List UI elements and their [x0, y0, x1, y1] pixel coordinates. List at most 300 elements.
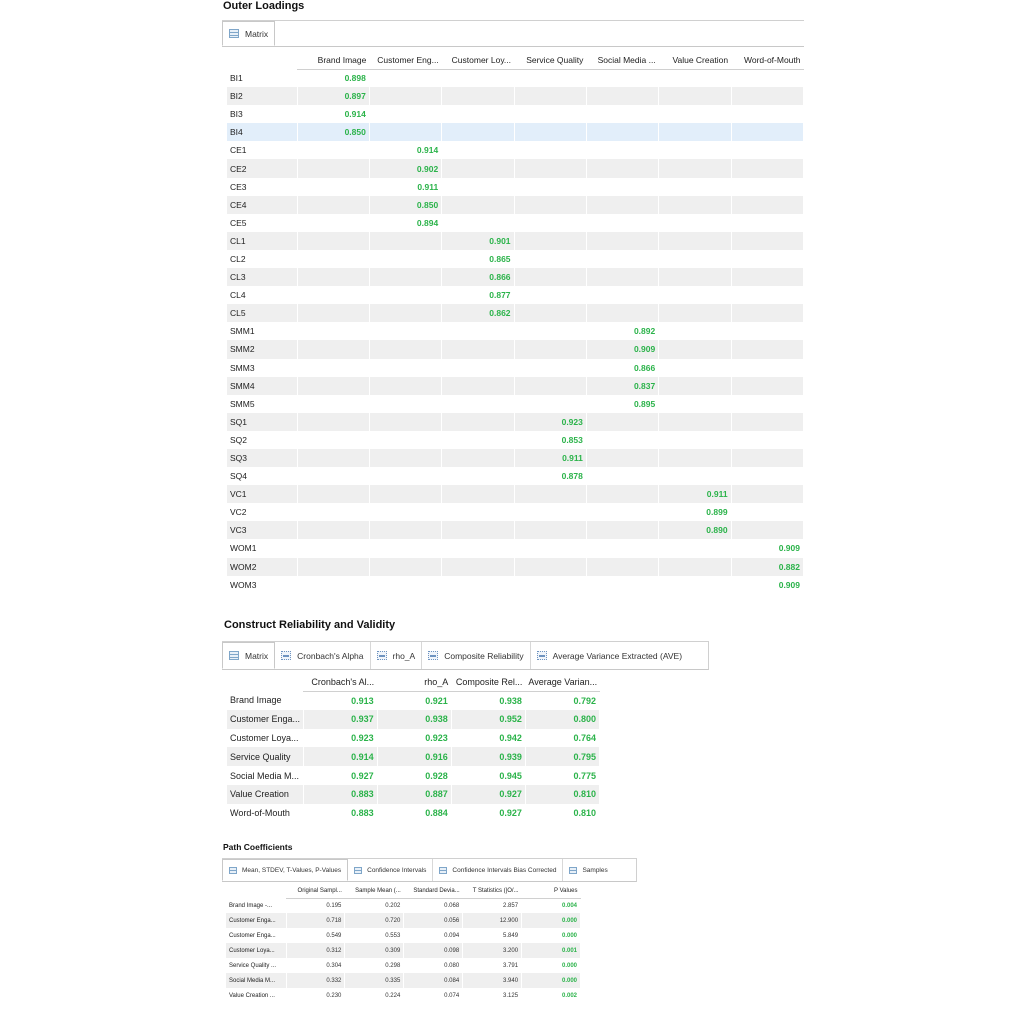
table-cell[interactable]	[659, 69, 731, 87]
table-cell[interactable]	[659, 250, 731, 268]
table-cell[interactable]	[442, 322, 514, 340]
table-cell[interactable]	[514, 87, 586, 105]
table-cell[interactable]: 0.914	[297, 105, 369, 123]
p-value-cell[interactable]: 0.004	[522, 898, 581, 913]
table-cell[interactable]: 0.898	[297, 69, 369, 87]
table-cell[interactable]	[514, 123, 586, 141]
table-cell[interactable]	[297, 377, 369, 395]
table-cell[interactable]	[297, 141, 369, 159]
table-cell[interactable]	[514, 503, 586, 521]
table-cell[interactable]	[586, 521, 658, 539]
table-cell[interactable]	[731, 250, 803, 268]
p-value-cell[interactable]: 0.000	[522, 913, 581, 928]
table-cell[interactable]: 0.720	[345, 913, 404, 928]
table-cell[interactable]	[731, 159, 803, 177]
table-cell[interactable]	[586, 576, 658, 594]
table-cell[interactable]	[586, 449, 658, 467]
table-row[interactable]	[227, 766, 600, 785]
column-header[interactable]: Sample Mean (...	[345, 884, 404, 898]
table-cell[interactable]	[297, 485, 369, 503]
table-cell[interactable]	[731, 196, 803, 214]
table-cell[interactable]	[442, 521, 514, 539]
table-row[interactable]	[227, 467, 804, 485]
table-cell[interactable]: 0.094	[404, 928, 463, 943]
table-cell[interactable]: 0.911	[369, 178, 441, 196]
table-cell[interactable]	[442, 576, 514, 594]
table-cell[interactable]	[586, 178, 658, 196]
table-row[interactable]	[227, 785, 600, 804]
table-cell[interactable]	[731, 340, 803, 358]
table-cell[interactable]: 3.125	[463, 988, 522, 1003]
table-cell[interactable]: 0.800	[525, 710, 599, 729]
table-cell[interactable]	[586, 431, 658, 449]
table-row[interactable]	[227, 503, 804, 521]
table-cell[interactable]: 0.056	[404, 913, 463, 928]
table-row[interactable]	[227, 268, 804, 286]
table-cell[interactable]	[297, 322, 369, 340]
table-row[interactable]	[227, 123, 804, 141]
table-cell[interactable]	[514, 286, 586, 304]
table-row[interactable]	[227, 105, 804, 123]
table-cell[interactable]	[297, 340, 369, 358]
table-cell[interactable]: 0.098	[404, 943, 463, 958]
table-row[interactable]	[227, 69, 804, 87]
table-cell[interactable]	[731, 123, 803, 141]
table-cell[interactable]	[369, 322, 441, 340]
table-cell[interactable]	[586, 105, 658, 123]
table-cell[interactable]: 0.909	[731, 576, 803, 594]
table-cell[interactable]	[586, 304, 658, 322]
table-cell[interactable]	[731, 141, 803, 159]
table-cell[interactable]: 0.810	[525, 804, 599, 823]
table-cell[interactable]: 0.923	[303, 729, 377, 748]
table-cell[interactable]	[297, 558, 369, 576]
table-cell[interactable]: 12.900	[463, 913, 522, 928]
table-cell[interactable]	[297, 268, 369, 286]
table-cell[interactable]	[514, 214, 586, 232]
column-header[interactable]: Word-of-Mouth	[731, 51, 803, 69]
table-cell[interactable]	[442, 359, 514, 377]
tab-ave[interactable]	[531, 642, 688, 669]
table-cell[interactable]	[369, 69, 441, 87]
table-cell[interactable]: 0.764	[525, 729, 599, 748]
table-row[interactable]	[227, 322, 804, 340]
table-cell[interactable]: 0.195	[286, 898, 345, 913]
table-cell[interactable]	[586, 558, 658, 576]
table-cell[interactable]	[442, 449, 514, 467]
table-cell[interactable]	[297, 178, 369, 196]
table-row[interactable]	[226, 943, 581, 958]
p-value-cell[interactable]: 0.000	[522, 958, 581, 973]
table-cell[interactable]	[659, 214, 731, 232]
column-header[interactable]: Customer Loy...	[442, 51, 514, 69]
table-cell[interactable]: 0.937	[303, 710, 377, 729]
table-cell[interactable]	[659, 141, 731, 159]
table-cell[interactable]: 0.902	[369, 159, 441, 177]
table-cell[interactable]	[514, 485, 586, 503]
table-cell[interactable]	[369, 304, 441, 322]
table-cell[interactable]	[442, 377, 514, 395]
table-row[interactable]	[227, 377, 804, 395]
table-cell[interactable]	[731, 286, 803, 304]
table-cell[interactable]	[369, 539, 441, 557]
table-cell[interactable]: 0.939	[451, 747, 525, 766]
column-header[interactable]: Average Varian...	[525, 673, 599, 691]
tab-rho-a[interactable]	[371, 642, 423, 669]
table-cell[interactable]	[514, 539, 586, 557]
table-cell[interactable]	[442, 485, 514, 503]
table-cell[interactable]	[369, 286, 441, 304]
table-row[interactable]	[227, 449, 804, 467]
table-cell[interactable]	[659, 449, 731, 467]
table-cell[interactable]	[442, 178, 514, 196]
table-row[interactable]	[227, 359, 804, 377]
table-cell[interactable]	[442, 105, 514, 123]
table-row[interactable]	[227, 87, 804, 105]
table-cell[interactable]	[442, 196, 514, 214]
table-cell[interactable]: 2.857	[463, 898, 522, 913]
table-cell[interactable]: 0.230	[286, 988, 345, 1003]
tab-composite-reliability[interactable]	[422, 642, 530, 669]
table-cell[interactable]: 0.853	[514, 431, 586, 449]
table-row[interactable]	[227, 729, 600, 748]
table-cell[interactable]	[514, 196, 586, 214]
table-cell[interactable]	[442, 87, 514, 105]
table-cell[interactable]	[586, 250, 658, 268]
table-cell[interactable]	[731, 377, 803, 395]
table-cell[interactable]: 0.927	[303, 766, 377, 785]
table-cell[interactable]: 0.916	[377, 747, 451, 766]
tab-cronbachs-alpha[interactable]	[275, 642, 370, 669]
table-cell[interactable]	[514, 395, 586, 413]
table-cell[interactable]	[586, 123, 658, 141]
table-cell[interactable]	[442, 431, 514, 449]
table-cell[interactable]: 0.298	[345, 958, 404, 973]
table-cell[interactable]: 0.945	[451, 766, 525, 785]
table-cell[interactable]	[659, 558, 731, 576]
table-cell[interactable]	[731, 467, 803, 485]
tab-matrix[interactable]	[222, 642, 275, 669]
table-cell[interactable]	[297, 304, 369, 322]
table-cell[interactable]	[731, 449, 803, 467]
table-row[interactable]	[226, 973, 581, 988]
table-row[interactable]	[226, 928, 581, 943]
table-cell[interactable]	[659, 105, 731, 123]
table-row[interactable]	[226, 913, 581, 928]
table-cell[interactable]	[659, 178, 731, 196]
column-header[interactable]: Cronbach's Al...	[303, 673, 377, 691]
table-cell[interactable]	[659, 395, 731, 413]
table-cell[interactable]	[297, 503, 369, 521]
table-cell[interactable]	[586, 159, 658, 177]
table-cell[interactable]	[442, 159, 514, 177]
table-row[interactable]	[226, 958, 581, 973]
table-cell[interactable]	[442, 539, 514, 557]
table-cell[interactable]: 0.837	[586, 377, 658, 395]
table-cell[interactable]	[586, 69, 658, 87]
table-row[interactable]	[227, 804, 600, 823]
column-header[interactable]: Standard Devia...	[404, 884, 463, 898]
table-cell[interactable]	[659, 340, 731, 358]
table-cell[interactable]	[369, 467, 441, 485]
table-cell[interactable]	[514, 232, 586, 250]
table-cell[interactable]: 0.890	[659, 521, 731, 539]
table-row[interactable]	[227, 431, 804, 449]
column-header[interactable]: rho_A	[377, 673, 451, 691]
table-cell[interactable]	[731, 232, 803, 250]
table-cell[interactable]: 0.335	[345, 973, 404, 988]
tab-confidence-intervals[interactable]	[348, 859, 433, 881]
table-row[interactable]	[227, 710, 600, 729]
table-cell[interactable]	[731, 178, 803, 196]
table-cell[interactable]: 0.866	[442, 268, 514, 286]
table-cell[interactable]	[659, 87, 731, 105]
table-cell[interactable]: 0.877	[442, 286, 514, 304]
table-cell[interactable]: 0.911	[514, 449, 586, 467]
tab-samples[interactable]	[563, 859, 613, 881]
table-cell[interactable]	[297, 539, 369, 557]
table-cell[interactable]	[586, 539, 658, 557]
table-cell[interactable]: 0.850	[297, 123, 369, 141]
table-cell[interactable]	[659, 304, 731, 322]
tab-confidence-intervals-bias-corrected[interactable]	[433, 859, 563, 881]
table-cell[interactable]	[514, 159, 586, 177]
table-row[interactable]	[227, 159, 804, 177]
table-cell[interactable]	[369, 413, 441, 431]
p-value-cell[interactable]: 0.000	[522, 973, 581, 988]
table-cell[interactable]: 0.921	[377, 691, 451, 710]
table-cell[interactable]: 0.887	[377, 785, 451, 804]
table-cell[interactable]	[297, 159, 369, 177]
table-cell[interactable]: 0.878	[514, 467, 586, 485]
column-header[interactable]: Brand Image	[297, 51, 369, 69]
table-cell[interactable]	[297, 576, 369, 594]
table-cell[interactable]	[731, 214, 803, 232]
table-cell[interactable]	[297, 395, 369, 413]
table-cell[interactable]	[731, 304, 803, 322]
table-cell[interactable]	[369, 340, 441, 358]
table-cell[interactable]	[369, 87, 441, 105]
table-cell[interactable]	[586, 87, 658, 105]
table-cell[interactable]	[731, 395, 803, 413]
table-cell[interactable]	[659, 286, 731, 304]
table-row[interactable]	[227, 539, 804, 557]
table-cell[interactable]: 0.224	[345, 988, 404, 1003]
table-cell[interactable]: 0.938	[451, 691, 525, 710]
column-header[interactable]: P Values	[522, 884, 581, 898]
table-cell[interactable]	[442, 69, 514, 87]
table-cell[interactable]: 0.914	[303, 747, 377, 766]
table-cell[interactable]: 0.909	[586, 340, 658, 358]
table-row[interactable]	[227, 413, 804, 431]
table-cell[interactable]: 0.927	[451, 804, 525, 823]
table-cell[interactable]: 0.332	[286, 973, 345, 988]
table-cell[interactable]	[586, 503, 658, 521]
table-row[interactable]	[227, 232, 804, 250]
table-cell[interactable]: 0.938	[377, 710, 451, 729]
table-cell[interactable]: 0.884	[377, 804, 451, 823]
table-cell[interactable]	[731, 105, 803, 123]
table-cell[interactable]: 0.883	[303, 804, 377, 823]
column-header[interactable]: T Statistics (|O/...	[463, 884, 522, 898]
table-cell[interactable]	[514, 576, 586, 594]
p-value-cell[interactable]: 0.000	[522, 928, 581, 943]
table-cell[interactable]	[659, 123, 731, 141]
table-cell[interactable]	[731, 322, 803, 340]
table-cell[interactable]: 0.913	[303, 691, 377, 710]
table-cell[interactable]	[731, 69, 803, 87]
table-cell[interactable]: 0.862	[442, 304, 514, 322]
table-cell[interactable]: 0.865	[442, 250, 514, 268]
table-cell[interactable]	[731, 485, 803, 503]
table-cell[interactable]: 0.309	[345, 943, 404, 958]
table-cell[interactable]: 0.892	[586, 322, 658, 340]
table-cell[interactable]	[442, 123, 514, 141]
table-cell[interactable]	[514, 304, 586, 322]
table-cell[interactable]: 0.084	[404, 973, 463, 988]
table-cell[interactable]	[659, 159, 731, 177]
table-cell[interactable]	[442, 214, 514, 232]
table-cell[interactable]	[586, 286, 658, 304]
table-cell[interactable]	[514, 340, 586, 358]
table-cell[interactable]	[514, 268, 586, 286]
table-row[interactable]	[227, 576, 804, 594]
table-cell[interactable]: 3.200	[463, 943, 522, 958]
table-cell[interactable]	[442, 340, 514, 358]
table-cell[interactable]	[514, 359, 586, 377]
table-cell[interactable]	[731, 268, 803, 286]
table-cell[interactable]: 0.923	[377, 729, 451, 748]
table-cell[interactable]	[514, 105, 586, 123]
table-row[interactable]	[226, 898, 581, 913]
table-cell[interactable]: 0.718	[286, 913, 345, 928]
table-cell[interactable]: 0.312	[286, 943, 345, 958]
table-cell[interactable]: 3.940	[463, 973, 522, 988]
table-cell[interactable]	[297, 413, 369, 431]
table-cell[interactable]	[369, 395, 441, 413]
table-row[interactable]	[227, 691, 600, 710]
table-row[interactable]	[227, 485, 804, 503]
table-cell[interactable]: 0.952	[451, 710, 525, 729]
column-header[interactable]: Value Creation	[659, 51, 731, 69]
table-cell[interactable]	[442, 503, 514, 521]
p-value-cell[interactable]: 0.001	[522, 943, 581, 958]
table-cell[interactable]	[369, 123, 441, 141]
table-cell[interactable]	[369, 521, 441, 539]
table-row[interactable]	[227, 304, 804, 322]
table-cell[interactable]: 0.927	[451, 785, 525, 804]
table-cell[interactable]	[586, 196, 658, 214]
table-cell[interactable]: 0.068	[404, 898, 463, 913]
table-cell[interactable]	[514, 69, 586, 87]
table-cell[interactable]	[369, 359, 441, 377]
table-cell[interactable]	[659, 359, 731, 377]
table-cell[interactable]	[586, 268, 658, 286]
table-cell[interactable]	[731, 87, 803, 105]
table-cell[interactable]: 0.080	[404, 958, 463, 973]
column-header[interactable]: Social Media ...	[586, 51, 658, 69]
table-cell[interactable]: 0.882	[731, 558, 803, 576]
table-cell[interactable]	[369, 485, 441, 503]
table-cell[interactable]: 0.894	[369, 214, 441, 232]
table-cell[interactable]	[297, 521, 369, 539]
table-cell[interactable]	[586, 467, 658, 485]
table-row[interactable]	[227, 250, 804, 268]
table-cell[interactable]: 0.895	[586, 395, 658, 413]
table-cell[interactable]	[586, 214, 658, 232]
table-row[interactable]	[227, 747, 600, 766]
table-row[interactable]	[227, 178, 804, 196]
table-cell[interactable]: 0.923	[514, 413, 586, 431]
table-cell[interactable]	[442, 413, 514, 431]
table-cell[interactable]	[297, 467, 369, 485]
table-cell[interactable]: 0.074	[404, 988, 463, 1003]
table-row[interactable]	[227, 141, 804, 159]
column-header[interactable]: Customer Eng...	[369, 51, 441, 69]
table-row[interactable]	[227, 521, 804, 539]
table-cell[interactable]	[369, 431, 441, 449]
table-cell[interactable]	[369, 105, 441, 123]
table-cell[interactable]	[731, 413, 803, 431]
table-cell[interactable]: 3.791	[463, 958, 522, 973]
column-header[interactable]: Composite Rel...	[451, 673, 525, 691]
table-cell[interactable]: 0.942	[451, 729, 525, 748]
tab-mean-stdev[interactable]	[222, 859, 348, 881]
table-cell[interactable]	[659, 539, 731, 557]
table-cell[interactable]: 0.866	[586, 359, 658, 377]
table-cell[interactable]	[514, 178, 586, 196]
table-cell[interactable]	[369, 268, 441, 286]
table-row[interactable]	[227, 395, 804, 413]
table-cell[interactable]: 0.792	[525, 691, 599, 710]
table-cell[interactable]	[586, 232, 658, 250]
table-cell[interactable]	[297, 232, 369, 250]
table-cell[interactable]	[514, 250, 586, 268]
table-cell[interactable]	[659, 413, 731, 431]
table-cell[interactable]	[442, 558, 514, 576]
tab-matrix[interactable]	[222, 21, 275, 46]
table-cell[interactable]	[514, 521, 586, 539]
table-cell[interactable]	[659, 467, 731, 485]
table-cell[interactable]: 0.901	[442, 232, 514, 250]
table-cell[interactable]	[442, 141, 514, 159]
table-cell[interactable]	[659, 232, 731, 250]
table-cell[interactable]	[369, 576, 441, 594]
table-cell[interactable]: 0.553	[345, 928, 404, 943]
table-cell[interactable]: 0.810	[525, 785, 599, 804]
table-cell[interactable]	[369, 250, 441, 268]
table-cell[interactable]: 0.850	[369, 196, 441, 214]
table-cell[interactable]	[297, 250, 369, 268]
table-cell[interactable]: 0.914	[369, 141, 441, 159]
table-row[interactable]	[227, 340, 804, 358]
table-cell[interactable]: 0.304	[286, 958, 345, 973]
table-cell[interactable]: 0.897	[297, 87, 369, 105]
table-row[interactable]	[227, 286, 804, 304]
table-cell[interactable]	[659, 576, 731, 594]
table-row[interactable]	[227, 558, 804, 576]
table-cell[interactable]	[731, 359, 803, 377]
table-cell[interactable]: 0.549	[286, 928, 345, 943]
table-cell[interactable]	[369, 449, 441, 467]
table-cell[interactable]	[586, 413, 658, 431]
table-cell[interactable]	[297, 431, 369, 449]
table-cell[interactable]	[514, 558, 586, 576]
column-header[interactable]: Original Sampl...	[286, 884, 345, 898]
column-header[interactable]: Service Quality	[514, 51, 586, 69]
table-cell[interactable]	[731, 521, 803, 539]
table-cell[interactable]: 0.795	[525, 747, 599, 766]
